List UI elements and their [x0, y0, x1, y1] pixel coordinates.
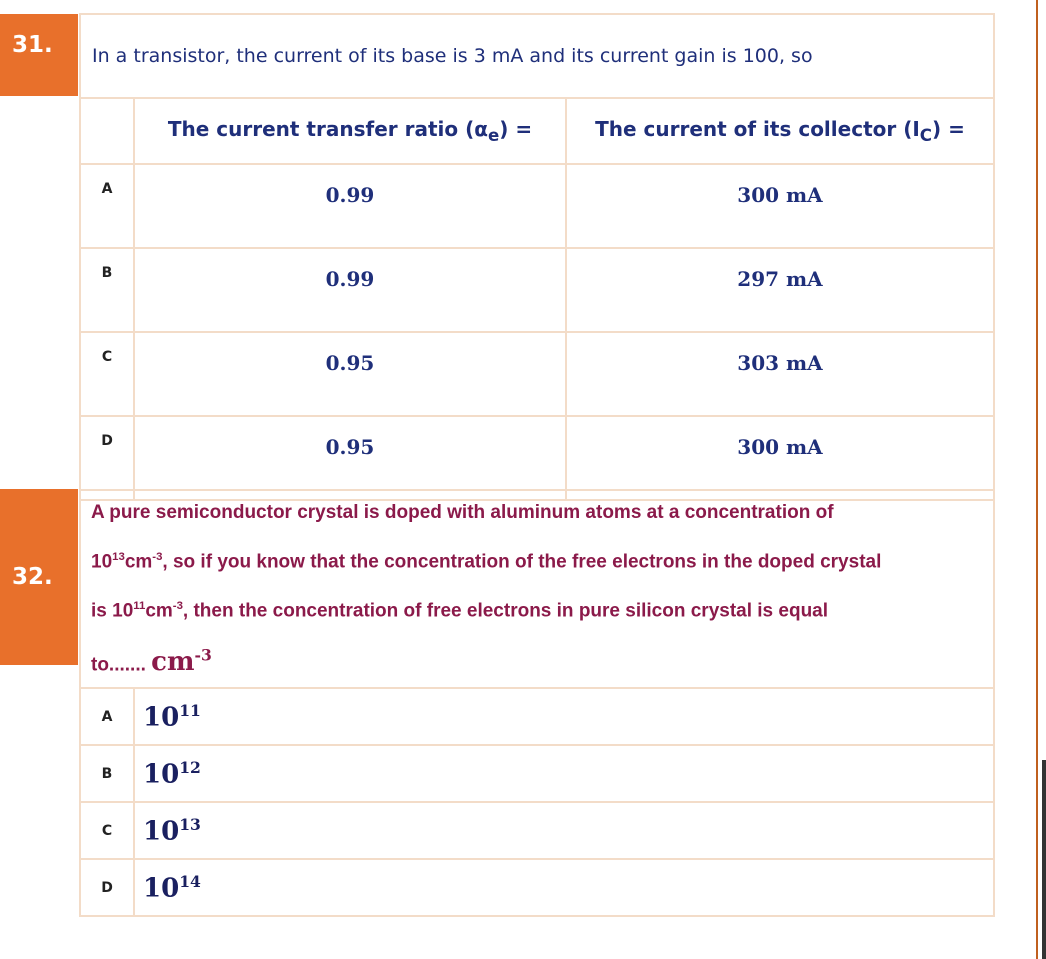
ratio-value: 0.95 [134, 332, 566, 416]
option-row-b[interactable] [80, 745, 994, 802]
ratio-value: 0.99 [134, 248, 566, 332]
collector-value: 300 mA [566, 416, 994, 500]
question-31-table [79, 13, 995, 501]
option-value: $10^{12}$ [134, 745, 994, 802]
option-letter: B [80, 248, 134, 332]
option-letter: C [80, 332, 134, 416]
collector-value: 303 mA [566, 332, 994, 416]
question-32-stem: A pure semiconductor crystal is doped with aluminum atoms at a concentration of $10^{13}cm^{-3}$, so if you know that the concentration of the free electrons in the doped crystal is $10^{11}cm^{-3}$, then the concentration of free electrons in pure silicon crystal is equal to....... $cm^{-3}$ [80, 490, 994, 688]
header-letter-cell [80, 98, 134, 164]
option-letter: A [80, 164, 134, 248]
page-edge-shadow [1042, 760, 1046, 959]
ratio-value: 0.99 [134, 164, 566, 248]
question-number-32: 32. [0, 489, 78, 665]
option-letter: A [80, 688, 134, 745]
option-row-d[interactable] [80, 416, 994, 500]
option-row-c[interactable] [80, 802, 994, 859]
unit-cm: $cm^{-3}$ [151, 645, 212, 678]
collector-value: 300 mA [566, 164, 994, 248]
option-letter: D [80, 859, 134, 916]
header-collector-current: The current of its collector $(I_C)$ = [566, 98, 994, 164]
option-row-c[interactable] [80, 332, 994, 416]
option-row-a[interactable] [80, 164, 994, 248]
option-letter: C [80, 802, 134, 859]
header-current-transfer-ratio: The current transfer ratio $(\alpha_e)$ = [134, 98, 566, 164]
option-value: $10^{14}$ [134, 859, 994, 916]
question-32-table [79, 489, 995, 917]
option-row-a[interactable] [80, 688, 994, 745]
option-value: $10^{11}$ [134, 688, 994, 745]
question-31-stem: In a transistor, the current of its base is 3 mA and its current gain is 100, so [80, 14, 994, 98]
question-number-31: 31. [0, 14, 78, 96]
option-row-b[interactable] [80, 248, 994, 332]
option-row-d[interactable] [80, 859, 994, 916]
collector-value: 297 mA [566, 248, 994, 332]
option-letter: D [80, 416, 134, 500]
option-value: $10^{13}$ [134, 802, 994, 859]
option-letter: B [80, 745, 134, 802]
ratio-value: 0.95 [134, 416, 566, 500]
